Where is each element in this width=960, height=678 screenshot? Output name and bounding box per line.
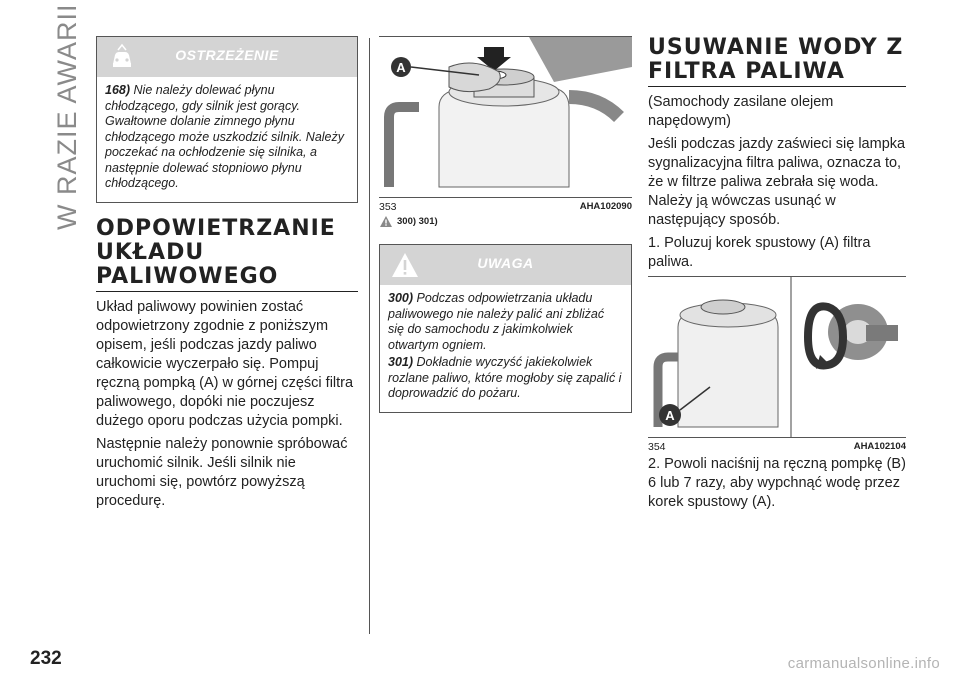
warning-box	[96, 36, 358, 203]
column-left	[96, 36, 358, 515]
figure-353	[379, 36, 632, 198]
paragraph: Następnie należy ponownie spróbować uruchomić silnik. Jeśli silnik nie uruchomi się, powtórz powyższą procedurę.	[96, 435, 348, 509]
warning-title: OSTRZEŻENIE	[175, 47, 279, 63]
paragraph: 2. Powoli naciśnij na ręczną pompkę (B) 6 lub 7 razy, aby wypchnąć wodę przez korek spustowy (A).	[648, 456, 906, 510]
caution-title: UWAGA	[477, 255, 534, 271]
figure-references: 300) 301)	[379, 215, 632, 228]
figure-number: 353	[379, 201, 397, 213]
section2-heading: USUWANIE WODY Z FILTRA PALIWA	[648, 36, 906, 87]
warning-triangle-icon	[379, 215, 393, 228]
caution-header	[380, 245, 631, 285]
label-a: A	[665, 408, 675, 423]
warning-text	[97, 77, 357, 202]
side-section-title: W RAZIE AWARII	[52, 3, 82, 230]
figure-code: AHA102090	[579, 201, 632, 212]
figure-354	[648, 276, 906, 438]
figure-caption	[648, 438, 906, 453]
column-right	[648, 36, 906, 516]
paragraph: (Samochody zasilane olejem napędowym)	[648, 94, 834, 129]
figure-caption	[379, 198, 632, 213]
caution-text: 300) Podczas odpowietrzania układu paliwowego nie należy palić ani zbliżać się do samochodu z jakimkolwiek otwartym ogniem. 301) Dokładnie wyczyść jakiekolwiek rozlane paliwo, które mogłoby się zapalić i doprowadzić do pożaru.	[388, 291, 622, 400]
warning-header	[97, 37, 357, 77]
warning-body: Nie należy dolewać płynu chłodzącego, gdy silnik jest gorący. Gwałtowne dolanie zimnego płynu chłodzącego może uszkodzić silnik. Należy poczekać na ochłodzenie się silnika, a następnie dolewać stopniowo płynu chłodzącego.	[105, 83, 344, 190]
label-a: A	[396, 60, 406, 75]
paragraph: Jeśli podczas jazdy zaświeci się lampka sygnalizacyjna filtra paliwa, oznacza to, że w filtrze paliwa zebrała się woda. Należy ją wówczas usunąć w następujący sposób.	[648, 136, 906, 228]
watermark: carmanualsonline.info	[787, 655, 940, 672]
column-divider	[369, 38, 370, 634]
paragraph: 1. Poluzuj korek spustowy (A) filtra paliwa.	[648, 235, 871, 270]
figure-code: AHA102104	[853, 441, 906, 452]
section2-after-figure	[648, 455, 906, 512]
caution-box	[379, 244, 632, 413]
section2-body	[648, 93, 906, 272]
fuel-filter-pump-illustration	[379, 37, 632, 197]
column-middle	[379, 36, 632, 413]
page-number: 232	[30, 648, 62, 669]
paragraph: Układ paliwowy powinien zostać odpowietrzony zgodnie z poniższym opisem, jeśli podczas jazdy paliwo całkowicie wyczerpało się. Pompuj ręczną pompką (A) w górnej części filtra paliwowego, dopóki nie poczujesz dużego oporu podczas użycia pompki.	[96, 298, 354, 429]
figure-number: 354	[648, 441, 666, 453]
section1-heading: ODPOWIETRZANIE UKŁADU PALIWOWEGO	[96, 217, 358, 292]
section1-body	[96, 298, 358, 511]
drain-plug-illustration	[648, 277, 906, 437]
warning-number: 168)	[105, 83, 131, 97]
